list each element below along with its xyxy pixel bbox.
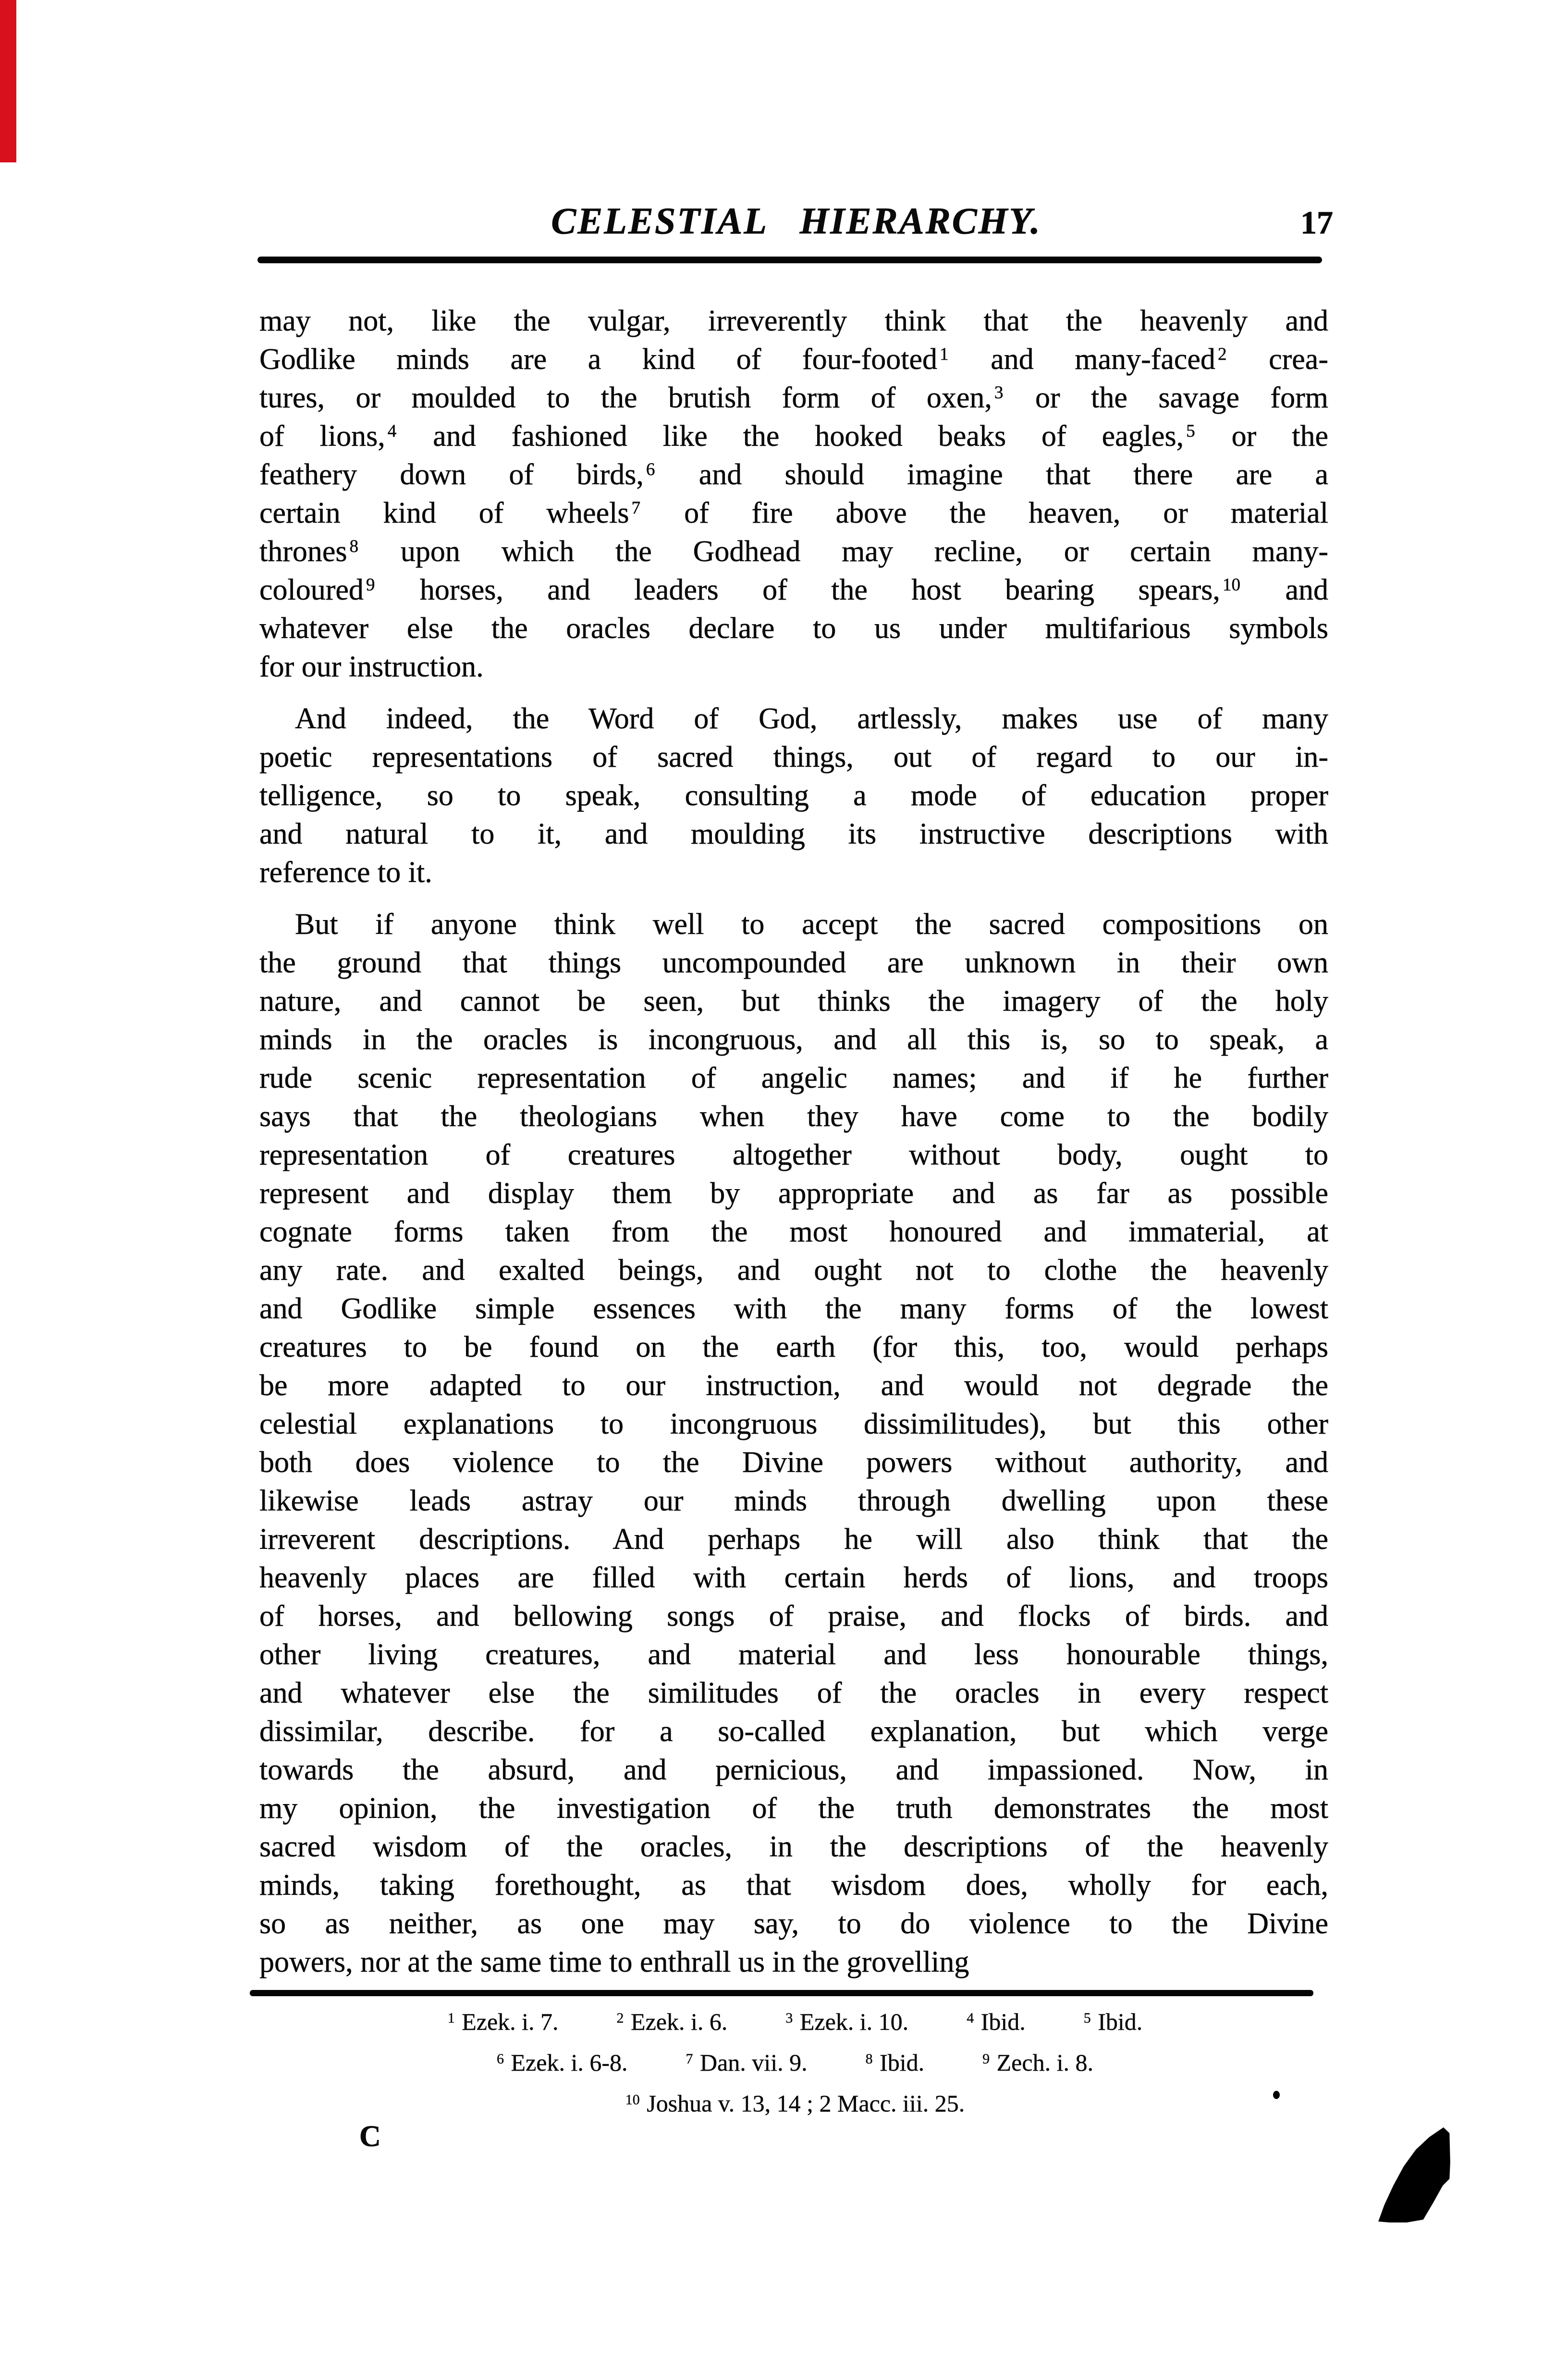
- body-line: my opinion, the investigation of the truth demonstrates the most: [259, 1792, 1328, 1825]
- footnote-item: $^2$ Ezek. i. 6.: [616, 2008, 728, 2035]
- running-title: CELESTIAL HIERARCHY.: [551, 200, 1041, 242]
- body-line: and natural to it, and moulding its instructive descriptions with: [259, 818, 1328, 850]
- footnote-reference: 10: [1222, 575, 1241, 595]
- footnote-reference: 7: [631, 498, 641, 518]
- footnote-reference: 8: [349, 537, 359, 557]
- body-line: nature, and cannot be seen, but thinks the imagery of the holy: [259, 985, 1328, 1018]
- body-line: creatures to be found on the earth (for this, too, would perhaps: [259, 1331, 1328, 1363]
- footnote-row: [259, 2050, 1328, 2075]
- body-line: may not, like the vulgar, irreverently think that the heavenly and: [259, 305, 1328, 337]
- footnote-item: $^{10}$ Joshua v. 13, 14 ; 2 Macc. iii. 25.: [625, 2090, 965, 2117]
- scan-edge-artifact: [0, 0, 16, 162]
- footnote-reference: 2: [616, 2010, 624, 2026]
- signature-mark: C: [359, 2120, 381, 2153]
- body-line: be more adapted to our instruction, and would not degrade the: [259, 1369, 1328, 1402]
- body-line: both does violence to the Divine powers without authority, and: [259, 1446, 1328, 1479]
- page-header: [259, 197, 1333, 250]
- body-line: poetic representations of sacred things, out of regard to our in-: [259, 741, 1328, 773]
- body-line: any rate. and exalted beings, and ought not to clothe the heavenly: [259, 1254, 1328, 1287]
- footnote-reference: 6: [497, 2051, 504, 2067]
- header-rule: [257, 257, 1322, 263]
- footnote-reference: 3: [785, 2010, 793, 2026]
- footnote-reference: 6: [646, 460, 655, 480]
- footnote-reference: 3: [994, 383, 1004, 403]
- body-line: whatever else the oracles declare to us under multifarious symbols: [259, 612, 1328, 645]
- body-line: dissimilar, describe. for a so-called explanation, but which verge: [259, 1715, 1328, 1748]
- body-line: heavenly places are filled with certain herds of lions, and troops: [259, 1561, 1328, 1594]
- footnote-reference: 2: [1217, 344, 1227, 365]
- body-text: [259, 302, 1328, 1981]
- body-line: feathery down of birds, $^6$ and should imagine that there are a: [259, 458, 1329, 491]
- footnote-reference: 9: [982, 2051, 990, 2067]
- body-line: powers, nor at the same time to enthrall us in the grovelling: [259, 1946, 969, 1978]
- body-line: says that the theologians when they have come to the bodily: [259, 1100, 1328, 1133]
- footnote-reference: 9: [366, 575, 375, 595]
- footnote-reference: 5: [1186, 421, 1195, 442]
- body-line: celestial explanations to incongruous dissimilitudes), but this other: [259, 1408, 1328, 1440]
- footnote-rule: [250, 1990, 1313, 1996]
- body-line: likewise leads astray our minds through dwelling upon these: [259, 1485, 1328, 1517]
- body-line: minds, taking forethought, as that wisdom does, wholly for each,: [259, 1869, 1328, 1902]
- footnote-item: $^4$ Ibid.: [967, 2008, 1026, 2035]
- body-line: represent and display them by appropriate and as far as possible: [259, 1177, 1328, 1210]
- footnote-item: $^8$ Ibid.: [865, 2049, 925, 2076]
- body-line: cognate forms taken from the most honoured and immaterial, at: [259, 1215, 1328, 1248]
- footnote-reference: 1: [447, 2010, 455, 2026]
- body-line: towards the absurd, and pernicious, and impassioned. Now, in: [259, 1754, 1328, 1786]
- body-line: coloured $^9$ horses, and leaders of the host bearing spears, $^{10}$ and: [259, 574, 1328, 606]
- body-paragraph: [259, 302, 1328, 686]
- footnote-item: $^1$ Ezek. i. 7.: [447, 2008, 559, 2035]
- footnote-item: $^5$ Ibid.: [1083, 2008, 1143, 2035]
- body-line: telligence, so to speak, consulting a mode of education proper: [259, 779, 1328, 812]
- body-line: so as neither, as one may say, to do violence to the Divine: [259, 1907, 1328, 1940]
- body-line: minds in the oracles is incongruous, and all this is, so to speak, a: [259, 1023, 1328, 1056]
- body-line: representation of creatures altogether without body, ought to: [259, 1139, 1328, 1171]
- body-line: rude scenic representation of angelic names; and if he further: [259, 1062, 1328, 1094]
- body-paragraph: [259, 905, 1328, 1981]
- body-line: reference to it.: [259, 856, 432, 889]
- body-line: Godlike minds are a kind of four-footed $^1$ and many-faced $^2$ crea-: [259, 343, 1328, 376]
- footnote-reference: 5: [1083, 2010, 1091, 2026]
- body-line: sacred wisdom of the oracles, in the descriptions of the heavenly: [259, 1830, 1328, 1863]
- body-line: the ground that things uncompounded are unknown in their own: [259, 946, 1328, 979]
- body-line: for our instruction.: [259, 651, 484, 683]
- body-line: certain kind of wheels $^7$ of fire above the heaven, or material: [259, 497, 1328, 529]
- footnote-reference: 7: [686, 2051, 693, 2067]
- footnote-item: $^6$ Ezek. i. 6-8.: [497, 2049, 628, 2076]
- ink-blot-artifact: [1377, 2125, 1452, 2222]
- footnote-row: [259, 2091, 1328, 2116]
- footnote-reference: 1: [940, 344, 949, 365]
- footnote-item: $^7$ Dan. vii. 9.: [686, 2049, 808, 2076]
- footnotes: [259, 2009, 1328, 2132]
- body-line: thrones $^8$ upon which the Godhead may recline, or certain many-: [259, 535, 1328, 568]
- footnote-reference: 8: [865, 2051, 873, 2067]
- body-paragraph: [259, 700, 1328, 892]
- body-line: And indeed, the Word of God, artlessly, makes use of many: [295, 702, 1328, 735]
- ink-dot-artifact: [1273, 2091, 1280, 2099]
- footnote-reference: 4: [387, 421, 397, 442]
- footnote-item: $^9$ Zech. i. 8.: [982, 2049, 1093, 2076]
- body-line: But if anyone think well to accept the sacred compositions on: [295, 908, 1328, 941]
- page-number: 17: [1300, 204, 1333, 241]
- footnote-reference: 4: [967, 2010, 974, 2026]
- body-line: and whatever else the similitudes of the oracles in every respect: [259, 1677, 1328, 1709]
- body-line: other living creatures, and material and less honourable things,: [259, 1638, 1328, 1671]
- footnote-item: $^3$ Ezek. i. 10.: [785, 2008, 909, 2035]
- body-line: of lions, $^4$ and fashioned like the hooked beaks of eagles, $^5$ or the: [259, 420, 1329, 453]
- body-line: irreverent descriptions. And perhaps he will also think that the: [259, 1523, 1328, 1556]
- body-line: tures, or moulded to the brutish form of oxen, $^3$ or the savage form: [259, 381, 1329, 414]
- footnote-row: [259, 2009, 1328, 2034]
- footnote-reference: 10: [625, 2092, 640, 2108]
- body-line: of horses, and bellowing songs of praise, and flocks of birds. and: [259, 1600, 1328, 1633]
- body-line: and Godlike simple essences with the many forms of the lowest: [259, 1292, 1328, 1325]
